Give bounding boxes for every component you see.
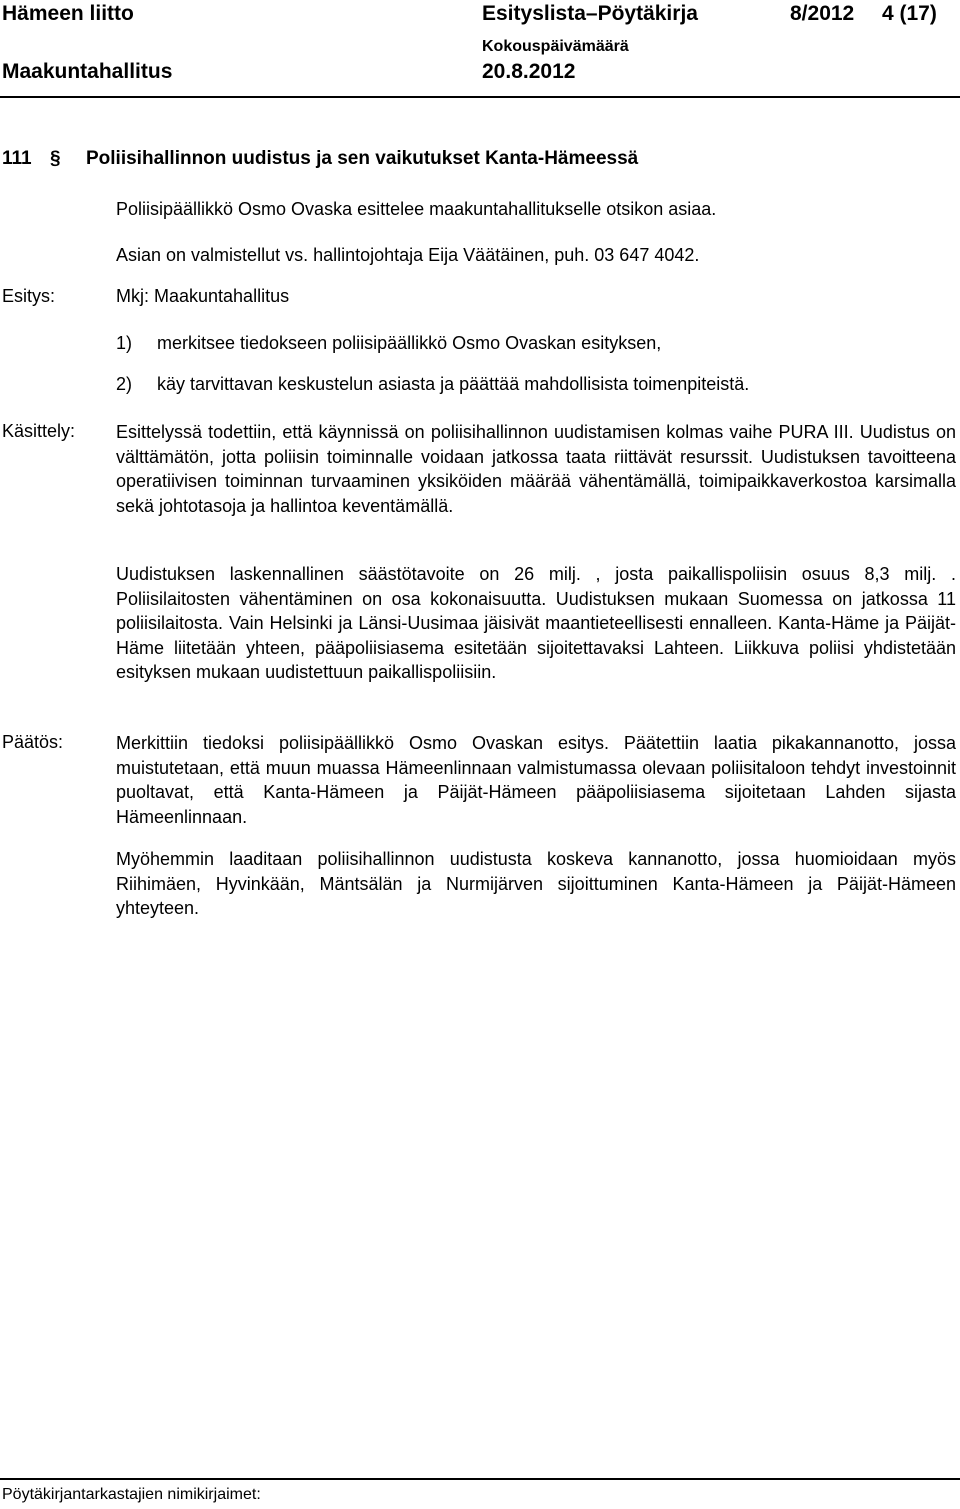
- esitys-item-text: käy tarvittavan keskustelun asiasta ja päättää mahdollisista toimenpiteistä.: [157, 374, 750, 394]
- header-divider: [0, 96, 960, 98]
- document-type: Esityslista–Pöytäkirja: [482, 2, 698, 25]
- governing-body: Maakuntahallitus: [2, 60, 173, 83]
- esitys-proposer: Mkj: Maakuntahallitus: [116, 286, 290, 306]
- esitys-item-text: merkitsee tiedokseen poliisipäällikkö Osmo Ovaskan esityksen,: [157, 333, 662, 353]
- kasittely-label: Käsittely:: [2, 421, 76, 441]
- intro-preparer: Asian on valmistellut vs. hallintojohtaja Eija Väätäinen, puh. 03 647 4042.: [116, 245, 700, 265]
- esitys-item-number: 1): [116, 333, 133, 353]
- organization-name: Hämeen liitto: [2, 2, 134, 25]
- section-symbol: §: [50, 148, 61, 169]
- paatos-label: Päätös:: [2, 732, 64, 752]
- intro-presenter: Poliisipäällikkö Osmo Ovaska esittelee maakuntahallitukselle otsikon asiaa.: [116, 199, 717, 219]
- section-number: 111: [2, 148, 32, 169]
- section-title: Poliisihallinnon uudistus ja sen vaikutukset Kanta-Hämeessä: [86, 148, 639, 169]
- esitys-label: Esitys:: [2, 286, 56, 306]
- page-number: 4 (17): [882, 2, 937, 25]
- paatos-paragraph: Merkittiin tiedoksi poliisipäällikkö Osmo Ovaskan esitys. Päätettiin laatia pikakannanotto, jossa muistutetaan, että muun muassa Hämeenlinnaan valmistumassa olevaan poliisitaloon tehdyt investoinnit puoltavat, että Kanta-Hämeen ja Päijät-Hämeen pääpoliisiasema sijoitetaan Lahden sijasta Hämeenlinnaan.: [116, 733, 956, 827]
- esitys-item-number: 2): [116, 374, 133, 394]
- kasittely-paragraph: Uudistuksen laskennallinen säästötavoite on 26 milj. , josta paikallispoliisin osuus 8,3 milj. . Poliisilaitosten vähentäminen on osa kokonaisuutta. Uudistuksen mukaan Suomessa on jatkossa 11 poliisilaitosta. Vain Helsinki ja Länsi-Uusimaa jäisivät maantieteellisesti ennalleen. Kanta-Häme ja Päijät-Häme liitetään yhteen, pääpoliisiasema esitetään sijoitettavaksi Lahteen. Liikkuva poliisi yhdistetään esityksen mukaan uudistettuun paikallispoliisiin.: [116, 564, 956, 683]
- document-number: 8/2012: [790, 2, 855, 25]
- footer-divider: [0, 1478, 960, 1480]
- meeting-date-label: Kokouspäivämäärä: [482, 38, 629, 55]
- footer-initials-label: Pöytäkirjantarkastajien nimikirjaimet:: [2, 1486, 261, 1503]
- meeting-date: 20.8.2012: [482, 60, 576, 83]
- kasittely-paragraph: Esittelyssä todettiin, että käynnissä on poliisihallinnon uudistamisen kolmas vaihe PURA III. Uudistus on välttämätön, jotta poliisin toiminnalle voidaan jatkossa taata riittävät resurssit. Uudistuksen tavoitteena operatiivisen toiminnan turvaaminen yksiköiden määrää vähentämällä, toimipaikkaverkostoa karsimalla sekä johtotasoja ja hallintoa keventämällä.: [116, 422, 956, 516]
- paatos-paragraph: Myöhemmin laaditaan poliisihallinnon uudistusta koskeva kannanotto, jossa huomioidaan myös Riihimäen, Hyvinkään, Mäntsälän ja Nurmijärven sijoittuminen Kanta-Hämeen ja Päijät-Hämeen yhteyteen.: [116, 849, 956, 919]
